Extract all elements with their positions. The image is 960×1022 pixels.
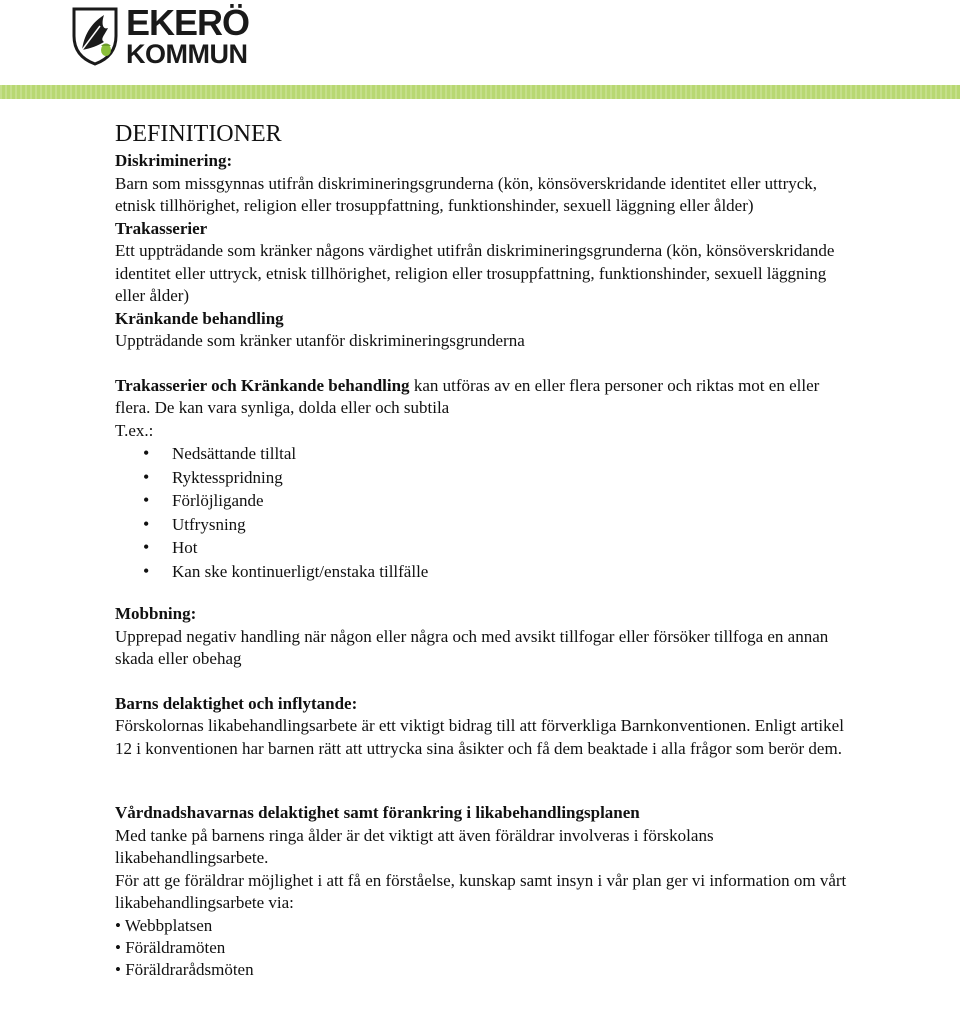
harassment-text: Ett uppträdande som kränker någons värdighet utifrån diskrimineringsgrunderna (kön, könsöverskridande identitet eller uttryck, etnisk tillhörighet, religion eller trosuppfattning, funktionshinder, sexuell läggning eller ålder) (115, 241, 835, 305)
spacer (115, 760, 855, 802)
spacer (115, 353, 855, 375)
list-item: • Webbplatsen (115, 915, 213, 935)
examples-list (115, 442, 855, 583)
spacer (115, 671, 855, 693)
guardians-text-1: Med tanke på barnens ringa ålder är det viktigt att även föräldrar involveras i förskolans likabehandlingsarbete. (115, 825, 714, 867)
list-item: • Hot (115, 536, 855, 560)
list-item: • Föräldramöten (115, 937, 226, 957)
list-item: • Förlöjligande (115, 489, 855, 513)
guardians-heading: Vårdnadshavarnas delaktighet samt förankring i likabehandlingsplanen (115, 803, 640, 822)
page-title: DEFINITIONER (115, 121, 282, 147)
page-header (0, 0, 960, 100)
example-label: T.ex.: (115, 420, 154, 440)
document-body (115, 118, 855, 981)
logo-line-kommun: KOMMUN (126, 39, 248, 69)
combined-paragraph (115, 375, 855, 420)
bullying-text: Upprepad negativ handling när någon eller några och med avsikt tillfogar eller försöker tillfoga en annan skada eller obehag (115, 626, 829, 668)
abusive-treatment-text: Uppträdande som kränker utanför diskrimineringsgrunderna (115, 331, 525, 350)
combined-rest-text: kan utföras av en eller flera personer och riktas mot en eller flera. De kan vara synliga, dolda eller och subtila (115, 375, 820, 417)
list-item: • Kan ske kontinuerligt/enstaka tillfälle (115, 560, 855, 584)
discrimination-text: Barn som missgynnas utifrån diskrimineringsgrunderna (kön, könsöverskridande identitet eller uttryck, etnisk tillhörighet, religion eller trosuppfattning, funktionshinder, sexuell läggning eller ålder) (115, 173, 818, 215)
list-item: • Utfrysning (115, 513, 855, 537)
bullying-heading: Mobbning: (115, 604, 197, 623)
combined-bold-lead: Trakasserier och Kränkande behandling (115, 375, 410, 395)
harassment-heading: Trakasserier (115, 218, 208, 238)
logo-line-ekero: EKERÖ (126, 2, 250, 43)
ekero-kommun-logo (70, 2, 260, 69)
list-item: • Nedsättande tilltal (115, 442, 855, 466)
abusive-treatment-heading: Kränkande behandling (115, 308, 284, 328)
spacer (115, 583, 855, 603)
logo-wordmark (126, 2, 250, 69)
channels-list (115, 915, 855, 982)
guardians-text-2: För att ge föräldrar möjlighet i att få en förståelse, kunskap samt insyn i vår plan ger vi information om vårt likabehandlingsarbete via: (115, 870, 847, 912)
oak-leaf-shield-icon (70, 6, 120, 66)
list-item: • Föräldrarådsmöten (115, 960, 254, 980)
children-participation-text: Förskolornas likabehandlingsarbete är ett viktigt bidrag till att förverkliga Barnkonventionen. Enligt artikel 12 i konventionen har barnen rätt att uttrycka sina åsikter och få dem beaktade i alla frågor som berör dem. (115, 716, 844, 758)
list-item: • Ryktesspridning (115, 466, 855, 490)
header-divider-bar (0, 85, 960, 99)
children-participation-heading: Barns delaktighet och inflytande: (115, 693, 358, 713)
discrimination-heading: Diskriminering: (115, 151, 233, 170)
